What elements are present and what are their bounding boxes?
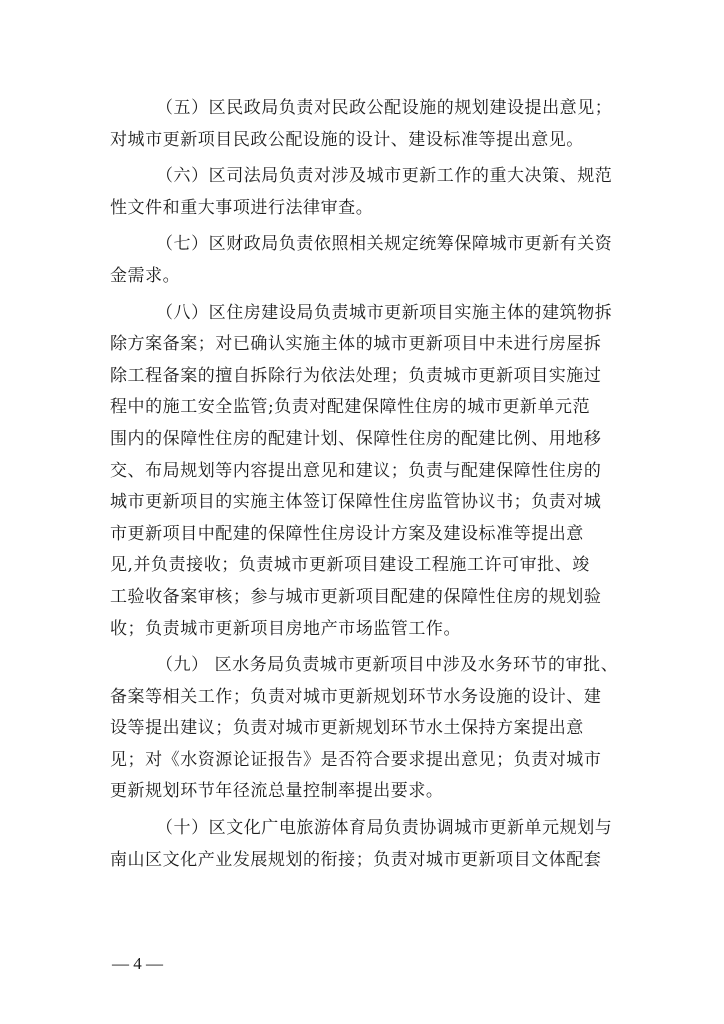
text-line: 备案等相关工作；负责对城市更新规划环节水务设施的设计、建 [110,686,602,707]
text-line: 市更新项目中配建的保障性住房设计方案及建设标准等提出意 [110,523,584,544]
text-line: （十）区文化广电旅游体育局负责协调城市更新单元规划与 [156,818,613,839]
text-line: 程中的施工安全监管;负责对配建保障性住房的城市更新单元范 [110,397,591,418]
page-number: — 4 — [112,954,163,973]
text-line: 对城市更新项目民政公配设施的设计、建设标准等提出意见。 [110,129,584,150]
text-line: 收；负责城市更新项目房地产市场监管工作。 [110,618,461,639]
text-line: （七）区财政局负责依照相关规定统筹保障城市更新有关资 [156,234,613,255]
text-line: 除工程备案的擅自拆除行为依法处理；负责城市更新项目实施过 [110,365,602,386]
text-line: 见,并负责接收；负责城市更新项目建设工程施工许可审批、竣 [110,555,590,576]
text-line: （五）区民政局负责对民政公配设施的规划建设提出意见； [156,98,613,118]
document-body [110,93,620,881]
text-line: （六）区司法局负责对涉及城市更新工作的重大决策、规范 [156,166,613,187]
text-line: 交、布局规划等内容提出意见和建议；负责与配建保障性住房的 [110,460,602,481]
text-line: 设等提出建议；负责对城市更新规划环节水土保持方案提出意 [110,718,584,739]
text-line: 见；对《水资源论证报告》是否符合要求提出意见；负责对城市 [110,749,602,770]
text-line: 工验收备案审核；参与城市更新项目配建的保障性住房的规划验 [110,586,602,607]
text-line: 金需求。 [110,265,181,286]
paragraph [110,650,620,808]
text-line: 城市更新项目的实施主体签订保障性住房监管协议书；负责对城 [110,492,602,513]
paragraph [110,161,620,224]
text-line: （八）区住房建设局负责城市更新项目实施主体的建筑物拆 [156,302,613,323]
paragraph [110,298,620,646]
paragraph [110,93,620,156]
text-line: 围内的保障性住房的配建计划、保障性住房的配建比例、用地移 [110,428,602,449]
paragraph [110,813,620,876]
text-line: 南山区文化产业发展规划的衔接；负责对城市更新项目文体配套 [110,849,602,870]
paragraph [110,229,620,292]
text-line: 性文件和重大事项进行法律审查。 [110,197,374,218]
text-line: （九） 区水务局负责城市更新项目中涉及水务环节的审批、 [156,655,619,676]
text-line: 除方案备案；对已确认实施主体的城市更新项目中未进行房屋拆 [110,334,602,355]
text-line: 更新规划环节年径流总量控制率提出要求。 [110,781,444,802]
